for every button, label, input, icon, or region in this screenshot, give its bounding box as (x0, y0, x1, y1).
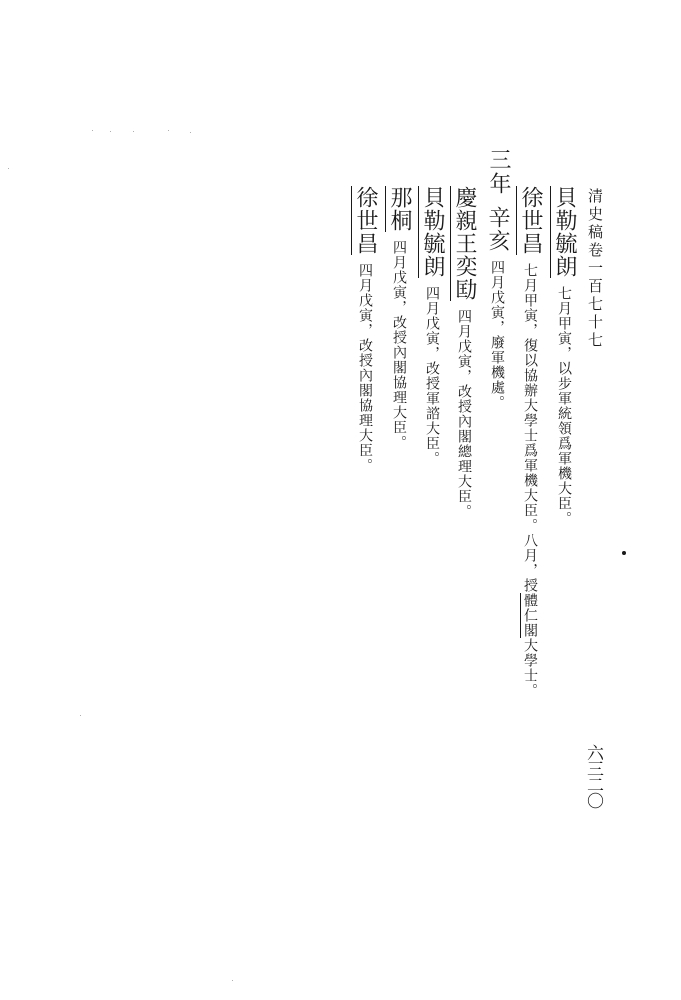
scan-speck (8, 168, 9, 169)
entry-note-part: 大學士。 (522, 638, 538, 698)
ink-dot (622, 551, 626, 555)
entry-note-part: 七月甲寅，復以協辦大學士爲軍機大臣。八月，授 (522, 263, 538, 593)
scan-speck (232, 980, 233, 981)
scan-speck (80, 715, 81, 716)
entry-column (388, 186, 410, 450)
person-name: 貝勒毓朗 (420, 186, 445, 278)
entry-column (354, 186, 376, 473)
scan-speck (110, 131, 111, 132)
entry-column (453, 186, 475, 519)
entry-column (421, 186, 443, 466)
entry-column (519, 186, 541, 698)
year-heading: 三年 (486, 148, 511, 196)
person-name: 徐世昌 (353, 186, 378, 255)
entry-column (486, 206, 508, 410)
page-number: 六三二〇 (583, 744, 603, 808)
entry-column (553, 186, 575, 526)
entry-note-part-underlined: 體仁閣 (522, 593, 538, 638)
entry-note: 四月戊寅，改授軍諮大臣。 (424, 286, 440, 466)
entry-note: 四月戊寅，改授內閣協理大臣。 (357, 263, 373, 473)
entry-note: 七月甲寅，以步軍統領爲軍機大臣。 (556, 286, 572, 526)
cyclical-year: 辛亥 (485, 206, 510, 252)
entry-note (520, 263, 538, 698)
scan-speck (92, 130, 93, 131)
scan-speck (168, 130, 169, 131)
entry-note: 四月戊寅，改授內閣協理大臣。 (391, 240, 407, 450)
entry-note: 四月戊寅，改授內閣總理大臣。 (456, 309, 472, 519)
entry-note: 四月戊寅，廢軍機處。 (489, 260, 505, 410)
person-name: 徐世昌 (518, 186, 543, 255)
scan-speck (133, 131, 134, 132)
scan-speck (190, 132, 191, 133)
person-name: 那桐 (387, 186, 412, 232)
person-name: 慶親王奕劻 (452, 186, 477, 301)
person-name: 貝勒毓朗 (552, 186, 577, 278)
running-title: 清史稿卷一百七十七 (586, 188, 604, 350)
